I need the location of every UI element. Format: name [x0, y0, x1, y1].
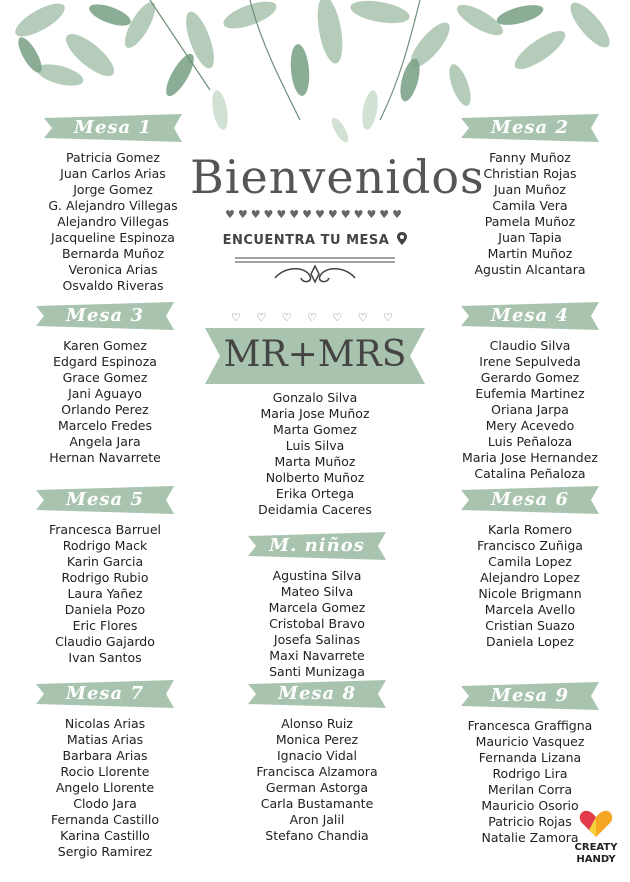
guest-name: Maxi Navarrete	[269, 648, 365, 663]
guest-name: Edgard Espinoza	[53, 354, 157, 369]
guest-name: Karla Romero	[487, 522, 573, 537]
guest-name: Alonso Ruiz	[281, 716, 353, 731]
guest-name: Marcela Avello	[484, 602, 576, 617]
guest-name: Pamela Muñoz	[484, 214, 576, 229]
table-principal	[195, 326, 435, 518]
table-mesa-6	[425, 486, 630, 650]
guest-name: Aron Jalil	[289, 812, 345, 827]
guest-name: Merilan Corra	[487, 782, 573, 797]
location-pin-icon	[397, 232, 407, 245]
table-mesa-8	[212, 680, 422, 844]
guest-name: Juan Carlos Arias	[60, 166, 166, 181]
table-banner	[36, 302, 174, 330]
guest-name: Christian Rojas	[483, 166, 577, 181]
guest-name: Mauricio Vasquez	[475, 734, 585, 749]
table-label: Mesa 6	[491, 489, 569, 510]
guest-name: Angelo Llorente	[55, 780, 155, 795]
table-label: Mesa 7	[66, 683, 144, 704]
couple-title: MR+MRS	[223, 334, 407, 375]
guest-list	[425, 338, 630, 482]
table-label: Mesa 8	[278, 683, 356, 704]
guest-name: Matias Arias	[66, 732, 144, 747]
guest-name: Francesca Barruel	[49, 522, 161, 537]
guest-name: Rodrigo Rubio	[61, 570, 149, 585]
heart-logo-icon	[579, 808, 613, 838]
guest-name: Karen Gomez	[63, 338, 147, 353]
guest-name: Marcela Gomez	[268, 600, 366, 615]
guest-name: Agustin Alcantara	[474, 262, 586, 277]
guest-name: Rocio Llorente	[60, 764, 150, 779]
guest-list	[212, 716, 422, 844]
hearts-divider: ♥♥♥♥♥♥♥♥♥♥♥♥♥♥	[224, 208, 406, 221]
table-banner	[461, 114, 599, 142]
table-banner	[248, 532, 386, 560]
guest-name: Juan Tapia	[498, 230, 562, 245]
guest-name: German Astorga	[265, 780, 369, 795]
guest-name: Fernanda Castillo	[50, 812, 160, 827]
small-hearts: ♡ ♡ ♡ ♡ ♡ ♡ ♡	[230, 311, 399, 324]
guest-name: Gerardo Gomez	[480, 370, 580, 385]
guest-name: Clodo Jara	[73, 796, 137, 811]
table-mesa-7	[0, 680, 210, 860]
brand-name-line1: CREATY	[574, 842, 618, 853]
guest-name: Eric Flores	[72, 618, 138, 633]
guest-name: Daniela Lopez	[485, 634, 575, 649]
brand-name-line2: HANDY	[576, 854, 616, 865]
guest-name: Erika Ortega	[275, 486, 355, 501]
guest-name: Oriana Jarpa	[491, 402, 569, 417]
guest-name: Irene Sepulveda	[479, 354, 581, 369]
guest-name: G. Alejandro Villegas	[48, 198, 178, 213]
guest-name: Martin Muñoz	[487, 246, 573, 261]
guest-name: Fernanda Lizana	[478, 750, 582, 765]
guest-name: Camila Vera	[492, 198, 568, 213]
table-label: Mesa 5	[66, 489, 144, 510]
guest-name: Luis Peñaloza	[487, 434, 573, 449]
guest-name: Daniela Pozo	[64, 602, 146, 617]
table-banner	[461, 682, 599, 710]
guest-name: Juan Muñoz	[493, 182, 566, 197]
table-mesa-4	[425, 302, 630, 482]
guest-list	[0, 716, 210, 860]
guest-name: Francesca Graffigna	[467, 718, 593, 733]
table-mesa-1	[8, 114, 218, 294]
guest-name: Fanny Muñoz	[489, 150, 571, 165]
table-banner	[36, 680, 174, 708]
guest-name: Patricia Gomez	[66, 150, 160, 165]
guest-name: Jani Aguayo	[68, 386, 142, 401]
guest-name: Alejandro Villegas	[57, 214, 169, 229]
guest-name: Ivan Santos	[68, 650, 142, 665]
guest-name: Nicolas Arias	[64, 716, 146, 731]
guest-name: Veronica Arias	[68, 262, 158, 277]
guest-name: Gonzalo Silva	[272, 390, 358, 405]
guest-name: Jorge Gomez	[73, 182, 153, 197]
guest-name: Karin Garcia	[66, 554, 144, 569]
table-banner	[248, 680, 386, 708]
brand-logo	[566, 808, 626, 866]
table-label: Mesa 9	[491, 685, 569, 706]
guest-name: Natalie Zamora	[481, 830, 579, 845]
guest-name: Nicole Brigmann	[478, 586, 582, 601]
guest-name: Marta Gomez	[273, 422, 357, 437]
guest-name: Monica Perez	[275, 732, 359, 747]
guest-name: Santi Munizaga	[269, 664, 365, 679]
guest-name: Stefano Chandia	[265, 828, 369, 843]
table-label: Mesa 4	[491, 305, 569, 326]
guest-list	[425, 522, 630, 650]
guest-name: Orlando Perez	[61, 402, 149, 417]
guest-name: Claudio Silva	[489, 338, 571, 353]
guest-name: Claudio Gajardo	[55, 634, 155, 649]
guest-list	[195, 390, 435, 518]
find-table-row	[190, 229, 440, 248]
table-label: Mesa 2	[491, 117, 569, 138]
guest-name: Osvaldo Riveras	[62, 278, 164, 293]
table-label: Mesa 1	[74, 117, 152, 138]
guest-name: Francisco Zuñiga	[477, 538, 583, 553]
guest-name: Patricio Rojas	[488, 814, 572, 829]
guest-name: Carla Bustamante	[260, 796, 374, 811]
table-banner	[44, 114, 182, 142]
guest-name: Alejandro Lopez	[480, 570, 580, 585]
guest-name: Luis Silva	[285, 438, 345, 453]
table-banner	[461, 302, 599, 330]
guest-name: Rodrigo Mack	[62, 538, 148, 553]
guest-name: Maria Jose Muñoz	[260, 406, 370, 421]
table-mesa-5	[0, 486, 210, 666]
guest-name: Barbara Arias	[62, 748, 148, 763]
small-hearts-row	[190, 306, 440, 325]
table-banner	[36, 486, 174, 514]
guest-list	[8, 150, 218, 294]
guest-list	[0, 522, 210, 666]
table-mesa-3	[0, 302, 210, 466]
guest-name: Karina Castillo	[60, 828, 150, 843]
guest-name: Nolberto Muñoz	[265, 470, 365, 485]
guest-list	[212, 568, 422, 680]
table-label: M. niños	[269, 535, 365, 556]
guest-name: Maria Jose Hernandez	[462, 450, 598, 465]
guest-name: Mateo Silva	[280, 584, 354, 599]
guest-name: Hernan Navarrete	[49, 450, 161, 465]
guest-name: Josefa Salinas	[273, 632, 361, 647]
guest-name: Rodrigo Lira	[492, 766, 568, 781]
guest-name: Eufemia Martinez	[475, 386, 585, 401]
guest-name: Jacqueline Espinoza	[51, 230, 175, 245]
guest-name: Cristian Suazo	[485, 618, 575, 633]
table-banner	[461, 486, 599, 514]
guest-name: Marcelo Fredes	[58, 418, 152, 433]
guest-name: Catalina Peñaloza	[474, 466, 586, 481]
table-label: Mesa 3	[66, 305, 144, 326]
guest-name: Mery Acevedo	[485, 418, 575, 433]
table-ninos	[212, 532, 422, 680]
guest-name: Deidamia Caceres	[258, 502, 372, 517]
guest-name: Camila Lopez	[488, 554, 572, 569]
guest-name: Ignacio Vidal	[277, 748, 357, 763]
guest-name: Mauricio Osorio	[481, 798, 579, 813]
guest-name: Agustina Silva	[272, 568, 362, 583]
ornament-divider	[215, 252, 415, 292]
guest-name: Cristobal Bravo	[269, 616, 365, 631]
welcome-header	[190, 150, 485, 296]
couple-banner	[205, 326, 425, 394]
guest-name: Grace Gomez	[62, 370, 148, 385]
find-table-text: ENCUENTRA TU MESA	[222, 233, 390, 248]
guest-name: Bernarda Muñoz	[61, 246, 165, 261]
guest-name: Francisca Alzamora	[256, 764, 378, 779]
welcome-title: Bienvenidos	[190, 150, 485, 204]
guest-list	[0, 338, 210, 466]
guest-name: Angela Jara	[69, 434, 141, 449]
guest-name: Sergio Ramirez	[57, 844, 153, 859]
guest-name: Marta Muñoz	[274, 454, 356, 469]
guest-name: Laura Yañez	[67, 586, 143, 601]
